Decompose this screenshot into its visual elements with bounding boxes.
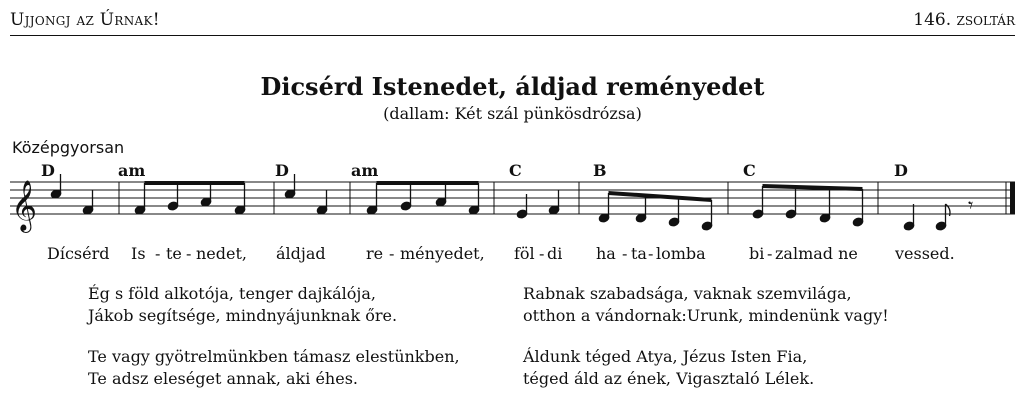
- header-rule: [10, 35, 1015, 36]
- verse-line: Te adsz eleséget annak, aki éhes.: [88, 369, 358, 388]
- lyric-syllable: di: [547, 244, 563, 263]
- lyric-syllable: föl: [514, 244, 535, 263]
- song-title: Dicsérd Istenedet, áldjad reményedet: [260, 72, 765, 101]
- lyric-syllable: nedet,: [196, 244, 247, 263]
- chord-symbol: C: [743, 161, 756, 180]
- running-header-title: Ujjongj az Úrnak!: [10, 10, 160, 30]
- treble-clef-icon: 𝄞: [11, 180, 38, 231]
- lyric-syllable: ményedet,: [400, 244, 485, 263]
- verse-line: téged áld az ének, Vigasztaló Lélek.: [523, 369, 815, 388]
- final-barline: [1010, 182, 1015, 214]
- lyric-syllable: -: [539, 244, 545, 263]
- eighth-rest-icon: 𝄾: [968, 193, 974, 217]
- verse-line: Jákob segítsége, mindnyájunknak őre.: [88, 306, 398, 325]
- lyric-syllable: vessed.: [895, 244, 955, 263]
- song-subtitle: (dallam: Két szál pünkösdrózsa): [383, 104, 642, 123]
- chord-symbol: C: [509, 161, 522, 180]
- running-header-psalm: 146. zsoltár: [913, 10, 1015, 30]
- lyric-syllable: -: [622, 244, 628, 263]
- chord-symbol: am: [118, 161, 146, 180]
- lyric-syllable: zalmad ne: [775, 244, 858, 263]
- chord-symbol: D: [894, 161, 908, 180]
- lyric-syllable: ta: [631, 244, 647, 263]
- verse-line: Áldunk téged Atya, Jézus Isten Fia,: [523, 347, 808, 366]
- lyric-syllable: -: [389, 244, 395, 263]
- verse-block: [88, 346, 460, 390]
- lyric-syllable: -: [186, 244, 192, 263]
- tempo-marking: Középgyorsan: [12, 138, 125, 157]
- lyric-syllable: -: [648, 244, 654, 263]
- lyric-syllable: Is: [131, 244, 146, 263]
- chord-symbol: am: [351, 161, 379, 180]
- lyric-syllable: -: [155, 244, 161, 263]
- verse-line: Rabnak szabadsága, vaknak szemvilága,: [523, 284, 852, 303]
- lyric-syllable: -: [767, 244, 773, 263]
- lyric-syllable: te: [166, 244, 182, 263]
- chord-symbol: B: [593, 161, 607, 180]
- verse-block: [88, 283, 397, 327]
- lyric-syllable: Dícsérd: [47, 244, 110, 263]
- music-staff: [0, 150, 1025, 270]
- verse-block: [523, 346, 814, 390]
- verse-line: Te vagy gyötrelmünkben támasz elestünkben,: [88, 347, 460, 366]
- chord-symbol: D: [275, 161, 289, 180]
- verse-line: Ég s föld alkotója, tenger dajkálója,: [88, 284, 376, 303]
- lyric-syllable: áldjad: [276, 244, 326, 263]
- lyric-syllable: bi: [749, 244, 765, 263]
- lyric-syllable: re: [366, 244, 384, 263]
- lyric-syllable: lomba: [656, 244, 706, 263]
- verse-block: [523, 283, 889, 327]
- verse-line: otthon a vándornak:Urunk, mindenünk vagy!: [523, 306, 889, 325]
- chord-symbol: D: [41, 161, 55, 180]
- lyric-syllable: ha: [596, 244, 616, 263]
